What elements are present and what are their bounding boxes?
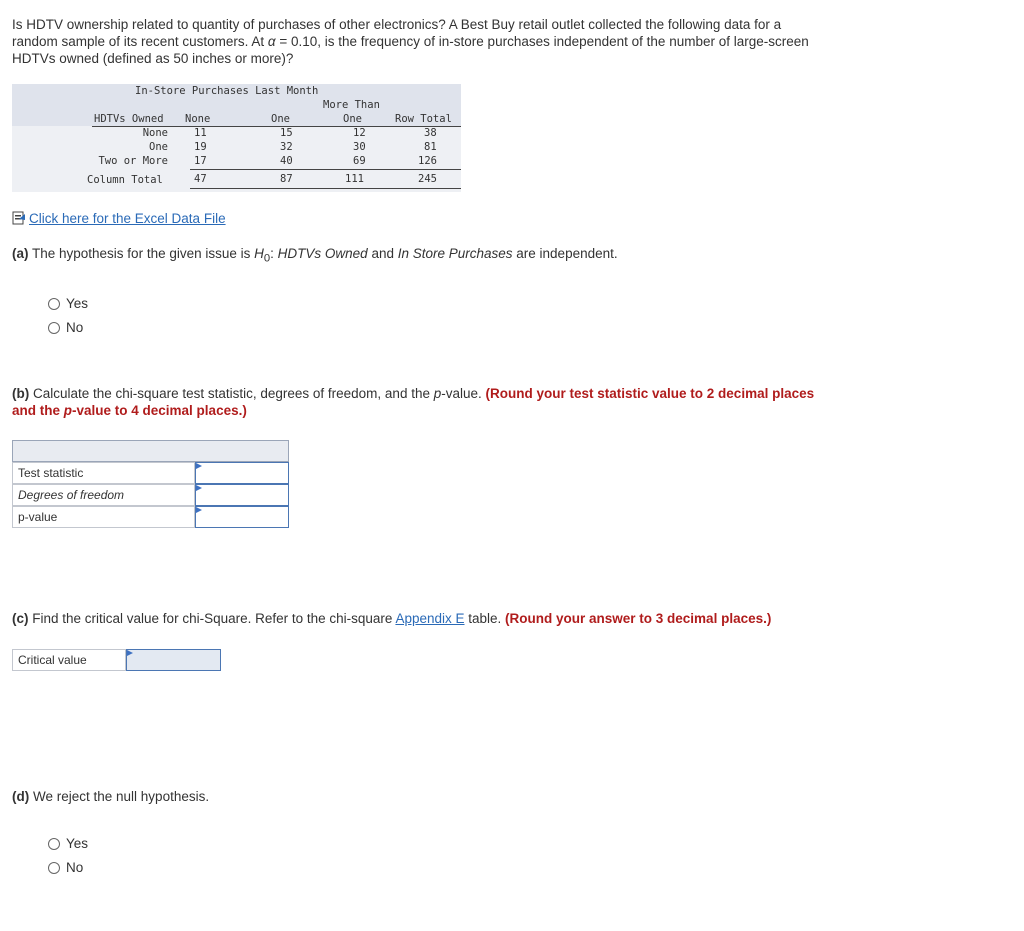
part-a-option-no[interactable] <box>48 320 83 335</box>
row-header: HDTVs Owned <box>94 113 164 125</box>
table-title: In-Store Purchases Last Month <box>135 85 319 97</box>
part-b-text: Calculate the chi-square test statistic, degrees of freedom, and the <box>29 386 434 401</box>
critical-value-label: Critical value <box>12 649 126 671</box>
var-hdtvs-owned: HDTVs Owned <box>277 246 368 261</box>
part-a-option-yes[interactable] <box>48 296 88 311</box>
table-cell: 17 <box>194 155 207 167</box>
option-label: Yes <box>66 836 89 851</box>
answer-flag-icon <box>127 650 133 656</box>
table-cell: 40 <box>280 155 293 167</box>
p-symbol: p <box>63 403 73 418</box>
part-c-question <box>12 610 771 627</box>
intro-line-2a: random sample of its recent customers. At <box>12 34 268 49</box>
contingency-table <box>12 84 461 192</box>
part-b-round-line2 <box>12 402 814 419</box>
radio-circle-icon[interactable] <box>48 322 60 334</box>
var-in-store-purchases: In Store Purchases <box>397 246 513 261</box>
excel-file-icon <box>12 211 26 225</box>
part-c-text2: table. <box>464 611 506 626</box>
part-c-round-instruction: (Round your answer to 3 decimal places.) <box>505 611 772 626</box>
h0-symbol: H <box>254 246 264 261</box>
table-cell: 126 <box>418 155 437 167</box>
degrees-of-freedom-row <box>12 484 289 506</box>
total-rule-top <box>190 169 461 170</box>
intro-line-3: HDTVs owned (defined as 50 inches or more)? <box>12 51 294 66</box>
radio-circle-icon[interactable] <box>48 862 60 874</box>
degrees-of-freedom-label: Degrees of freedom <box>12 484 195 506</box>
table-cell: 47 <box>194 173 207 185</box>
degrees-of-freedom-input[interactable] <box>195 484 289 506</box>
h0-subscript: 0 <box>263 252 271 265</box>
col-header-row-total: Row Total <box>395 113 452 125</box>
p-value-row <box>12 506 289 528</box>
part-d-option-no[interactable] <box>48 860 83 875</box>
p-value-input[interactable] <box>195 506 289 528</box>
excel-data-file-link[interactable]: Click here for the Excel Data File <box>29 211 226 226</box>
alpha-symbol: α <box>267 34 276 49</box>
option-label: No <box>66 860 84 875</box>
part-a-and: and <box>367 246 398 261</box>
table-cell: 30 <box>353 141 366 153</box>
option-label: Yes <box>66 296 89 311</box>
answer-flag-icon <box>196 507 202 513</box>
part-b-question <box>12 385 814 419</box>
test-statistic-input[interactable] <box>195 462 289 484</box>
part-c-prefix: (c) <box>12 611 29 626</box>
total-row-label: Column Total <box>87 174 163 186</box>
row-label: None <box>142 127 168 139</box>
more-than-label: More Than <box>323 99 380 111</box>
radio-circle-icon[interactable] <box>48 298 60 310</box>
table-cell: 19 <box>194 141 207 153</box>
row-label: One <box>149 141 168 153</box>
table-cell: 245 <box>418 173 437 185</box>
part-d-prefix: (d) <box>12 789 30 804</box>
answer-flag-icon <box>196 485 202 491</box>
intro-line-1: Is HDTV ownership related to quantity of purchases of other electronics? A Best Buy retail outlet collected the following data for a <box>12 17 782 32</box>
table-cell: 111 <box>345 173 364 185</box>
excel-link-row <box>12 211 226 226</box>
option-label: No <box>66 320 84 335</box>
total-rule-bottom <box>190 188 461 189</box>
table-cell: 32 <box>280 141 293 153</box>
col-header-none: None <box>185 113 211 125</box>
part-a-prefix: (a) <box>12 246 29 261</box>
round-text: and the <box>12 403 64 418</box>
part-b-text2: -value. <box>441 386 486 401</box>
table-cell: 38 <box>424 127 437 139</box>
col-header-one: One <box>271 113 290 125</box>
answer-flag-icon <box>196 463 202 469</box>
part-b-round-instruction: (Round your test statistic value to 2 decimal places <box>485 386 815 401</box>
table-cell: 81 <box>424 141 437 153</box>
p-symbol: p <box>433 386 442 401</box>
row-label: Two or More <box>98 155 168 167</box>
radio-circle-icon[interactable] <box>48 838 60 850</box>
part-a-colon: : <box>270 246 278 261</box>
table-cell: 11 <box>194 127 207 139</box>
table-cell: 87 <box>280 173 293 185</box>
test-statistic-row <box>12 462 289 484</box>
round-text: -value to 4 decimal places.) <box>72 403 247 418</box>
col-header-more-than-one: One <box>343 113 362 125</box>
part-a-text: The hypothesis for the given issue is <box>28 246 255 261</box>
part-c-text: Find the critical value for chi-Square. Refer to the chi-square <box>28 611 396 626</box>
test-statistic-label: Test statistic <box>12 462 195 484</box>
table-cell: 15 <box>280 127 293 139</box>
part-d-text: We reject the null hypothesis. <box>29 789 210 804</box>
table-cell: 69 <box>353 155 366 167</box>
part-a-tail: are independent. <box>512 246 618 261</box>
intro-line-2 <box>12 33 892 50</box>
part-b-prefix: (b) <box>12 386 30 401</box>
table-cell: 12 <box>353 127 366 139</box>
critical-value-input[interactable] <box>126 649 221 671</box>
part-b-answer-table <box>12 440 289 524</box>
part-a-question <box>12 245 618 268</box>
part-d-option-yes[interactable] <box>48 836 88 851</box>
part-d-question <box>12 788 209 805</box>
appendix-e-link[interactable]: Appendix E <box>395 611 465 626</box>
problem-intro <box>12 16 892 67</box>
p-value-label: p-value <box>12 506 195 528</box>
critical-value-row <box>12 649 221 671</box>
answer-table-header <box>12 440 289 462</box>
intro-line-2b: = 0.10, is the frequency of in-store purchases independent of the number of large-screen <box>275 34 809 49</box>
